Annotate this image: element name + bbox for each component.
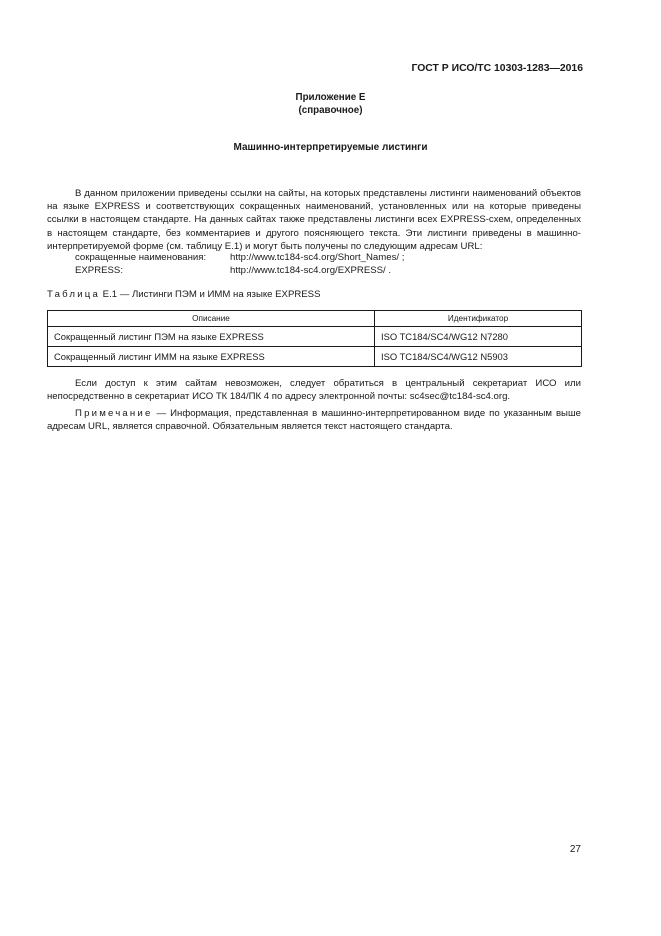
column-header-identifier: Идентификатор <box>375 311 582 327</box>
annex-title: Приложение Е <box>295 92 366 103</box>
table-caption-text: Е.1 — Листинги ПЭМ и ИММ на языке EXPRESS <box>100 289 321 300</box>
url-link[interactable]: http://www.tc184-sc4.org/Short_Names/ ; <box>230 252 405 263</box>
intro-paragraph: В данном приложении приведены ссылки на сайты, на которых представлены листинги наименований объектов на языке EXPRESS и соответствующих сокращенных наименований, установленных или на которые приведены ссылки в настоящем стандарте. На данных сайтах также представлены листинги всех EXPRESS-схем, определенных в настоящем стандарте, без комментариев и другого поясняющего текста. Эти листинги приведены в машинно-интерпретируемой форме (см. таблицу Е.1) и могут быть получены по следующим адресам URL: <box>47 188 581 252</box>
table-header-row <box>48 311 582 327</box>
table-cell-description: Сокращенный листинг ИММ на языке EXPRESS <box>48 347 375 367</box>
contact-paragraph: Если доступ к этим сайтам невозможен, следует обратиться в центральный секретариат ИСО или непосредственно в секретариат ИСО ТК 184/ПК 4 по адресу электронной почты: sc4sec@tc184-sc4.org. <box>47 378 581 403</box>
note-paragraph <box>47 407 581 433</box>
column-header-description: Описание <box>48 311 375 327</box>
contact-text <box>47 377 581 403</box>
table-caption <box>47 288 320 301</box>
url-label: сокращенные наименования: <box>75 252 207 263</box>
url-list <box>75 251 404 277</box>
note <box>47 407 581 433</box>
intro-text <box>47 187 581 253</box>
annex-heading <box>0 91 661 117</box>
page-number: 27 <box>569 844 581 855</box>
table-cell-description: Сокращенный листинг ПЭМ на языке EXPRESS <box>48 327 375 347</box>
table-cell-identifier: ISO TC184/SC4/WG12 N7280 <box>375 327 582 347</box>
note-text: — Информация, представленная в машинно-интерпретированном виде по указанным выше адресам URL, является справочной. Обязательным является текст настоящего стандарта. <box>47 408 581 433</box>
section-title: Машинно-интерпретируемые листинги <box>233 142 428 153</box>
annex-subtitle: (справочное) <box>298 105 363 116</box>
table-row <box>48 327 582 347</box>
url-row-short-names <box>75 251 404 264</box>
note-label: Примечание <box>75 408 153 419</box>
table-caption-prefix: Таблица <box>47 289 101 300</box>
table-cell-identifier: ISO TC184/SC4/WG12 N5903 <box>375 347 582 367</box>
url-label: EXPRESS: <box>75 265 123 277</box>
table-row <box>48 347 582 367</box>
document-code: ГОСТ Р ИСО/ТС 10303-1283—2016 <box>411 63 583 74</box>
url-link[interactable]: http://www.tc184-sc4.org/EXPRESS/ . <box>230 265 392 277</box>
url-row-express <box>75 264 404 277</box>
listings-table <box>47 310 582 367</box>
